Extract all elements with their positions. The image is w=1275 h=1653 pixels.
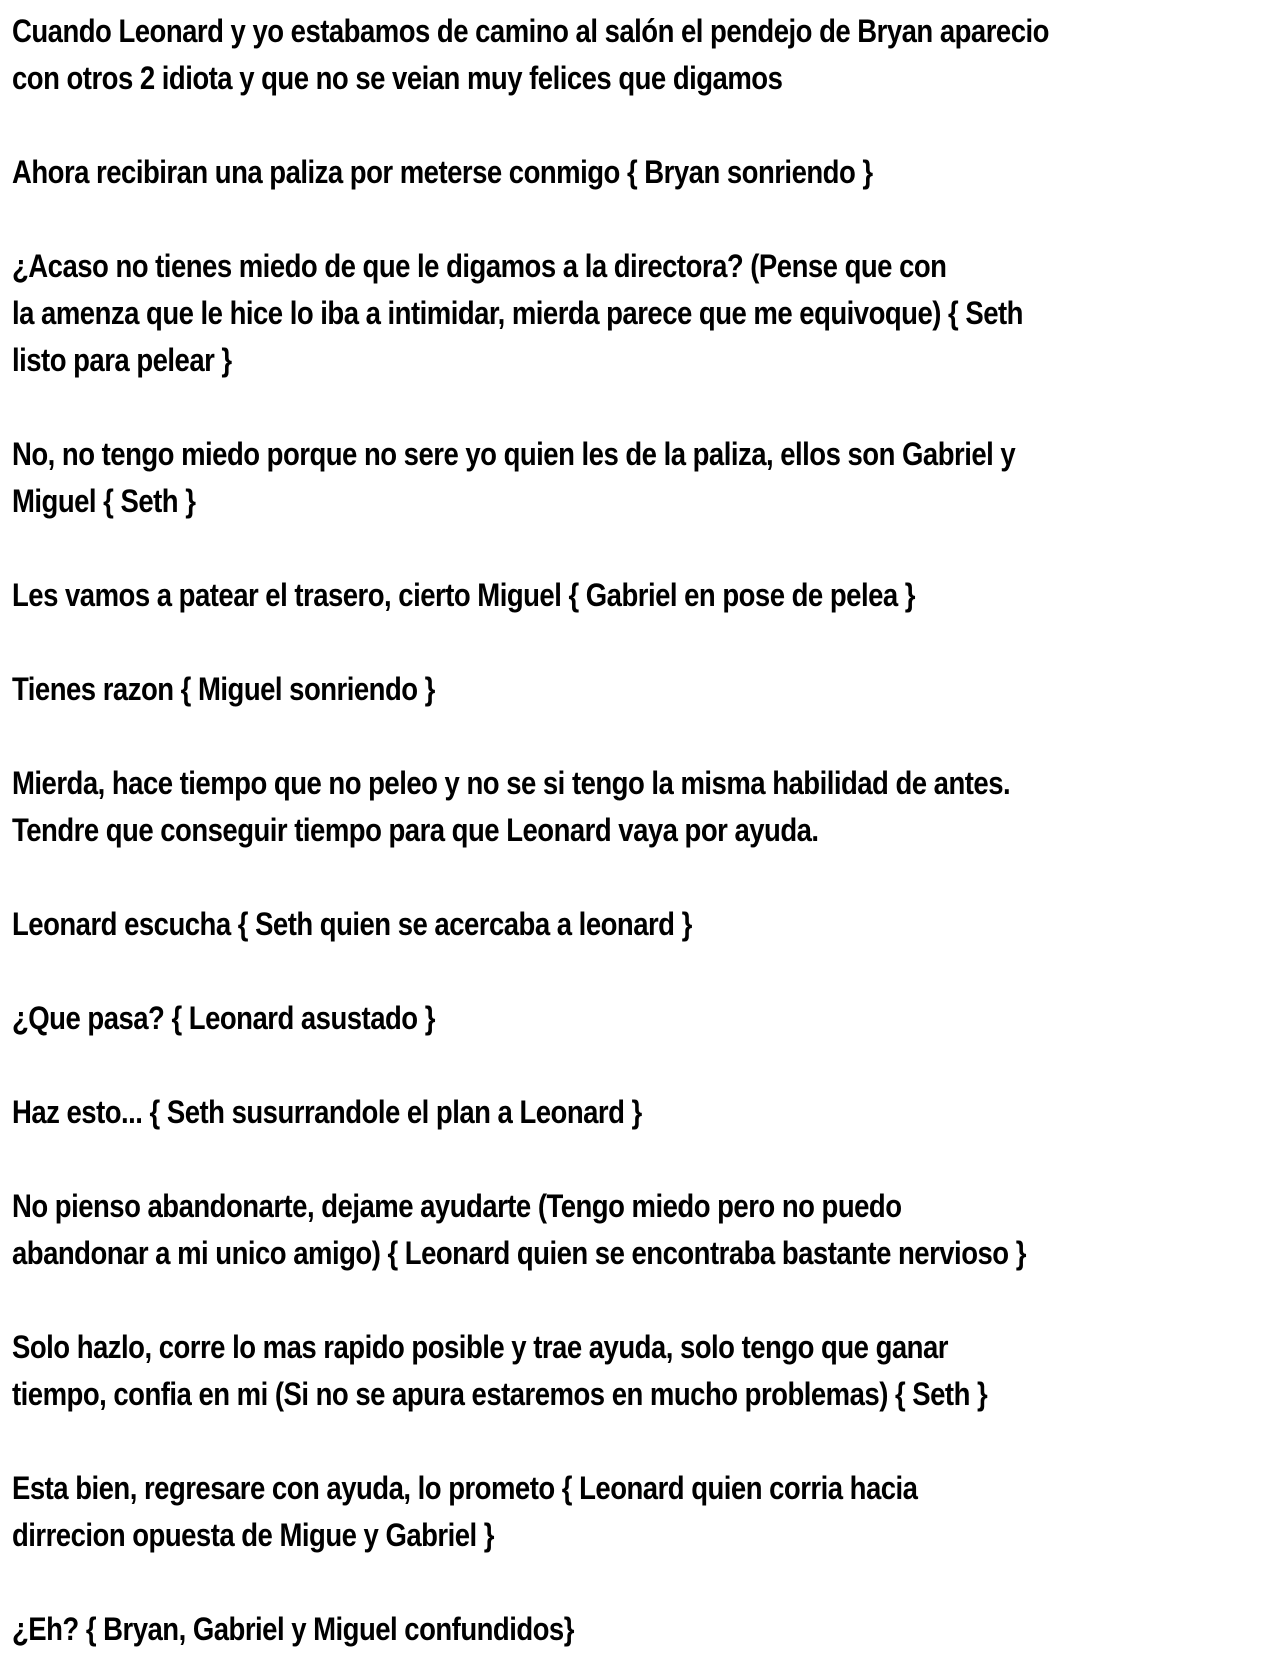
text-line: Mierda, hace tiempo que no peleo y no se si tengo la misma habilidad de antes. <box>12 765 1011 801</box>
paragraph-3 <box>12 243 1268 384</box>
text-line: tiempo, confia en mi (Si no se apura estaremos en mucho problemas) { Seth } <box>12 1376 988 1412</box>
paragraph-4 <box>12 431 1268 525</box>
paragraph-6 <box>12 666 1268 713</box>
text-line: Tienes razon { Miguel sonriendo } <box>12 671 435 707</box>
paragraph-10 <box>12 1089 1268 1136</box>
text-line: Haz esto... { Seth susurrandole el plan a Leonard } <box>12 1094 642 1130</box>
text-line: No pienso abandonarte, dejame ayudarte (Tengo miedo pero no puedo <box>12 1188 902 1224</box>
paragraph-8 <box>12 901 1268 948</box>
text-line: la amenza que le hice lo iba a intimidar, mierda parece que me equivoque) { Seth <box>12 295 1023 331</box>
paragraph-7 <box>12 760 1268 854</box>
text-line: listo para pelear } <box>12 342 232 378</box>
text-line: Ahora recibiran una paliza por meterse conmigo { Bryan sonriendo } <box>12 154 873 190</box>
text-line: Solo hazlo, corre lo mas rapido posible y trae ayuda, solo tengo que ganar <box>12 1329 948 1365</box>
paragraph-1 <box>12 8 1268 102</box>
text-line: Leonard escucha { Seth quien se acercaba a leonard } <box>12 906 692 942</box>
text-line: Miguel { Seth } <box>12 483 196 519</box>
text-line: dirrecion opuesta de Migue y Gabriel } <box>12 1517 494 1553</box>
paragraph-12 <box>12 1324 1268 1418</box>
paragraph-13 <box>12 1465 1268 1559</box>
text-line: Les vamos a patear el trasero, cierto Miguel { Gabriel en pose de pelea } <box>12 577 915 613</box>
text-line: Cuando Leonard y yo estabamos de camino al salón el pendejo de Bryan aparecio <box>12 13 1049 49</box>
text-line: No, no tengo miedo porque no sere yo quien les de la paliza, ellos son Gabriel y <box>12 436 1016 472</box>
text-line: ¿Acaso no tienes miedo de que le digamos a la directora? (Pense que con <box>12 248 947 284</box>
text-line: con otros 2 idiota y que no se veian muy felices que digamos <box>12 60 783 96</box>
text-line: Esta bien, regresare con ayuda, lo prometo { Leonard quien corria hacia <box>12 1470 918 1506</box>
text-line: ¿Que pasa? { Leonard asustado } <box>12 1000 435 1036</box>
text-line: ¿Eh? { Bryan, Gabriel y Miguel confundidos} <box>12 1611 574 1647</box>
paragraph-9 <box>12 995 1268 1042</box>
paragraph-11 <box>12 1183 1268 1277</box>
paragraph-5 <box>12 572 1268 619</box>
text-line: abandonar a mi unico amigo) { Leonard quien se encontraba bastante nervioso } <box>12 1235 1026 1271</box>
text-line: Tendre que conseguir tiempo para que Leonard vaya por ayuda. <box>12 812 819 848</box>
paragraph-2 <box>12 149 1268 196</box>
paragraph-14 <box>12 1606 1268 1653</box>
